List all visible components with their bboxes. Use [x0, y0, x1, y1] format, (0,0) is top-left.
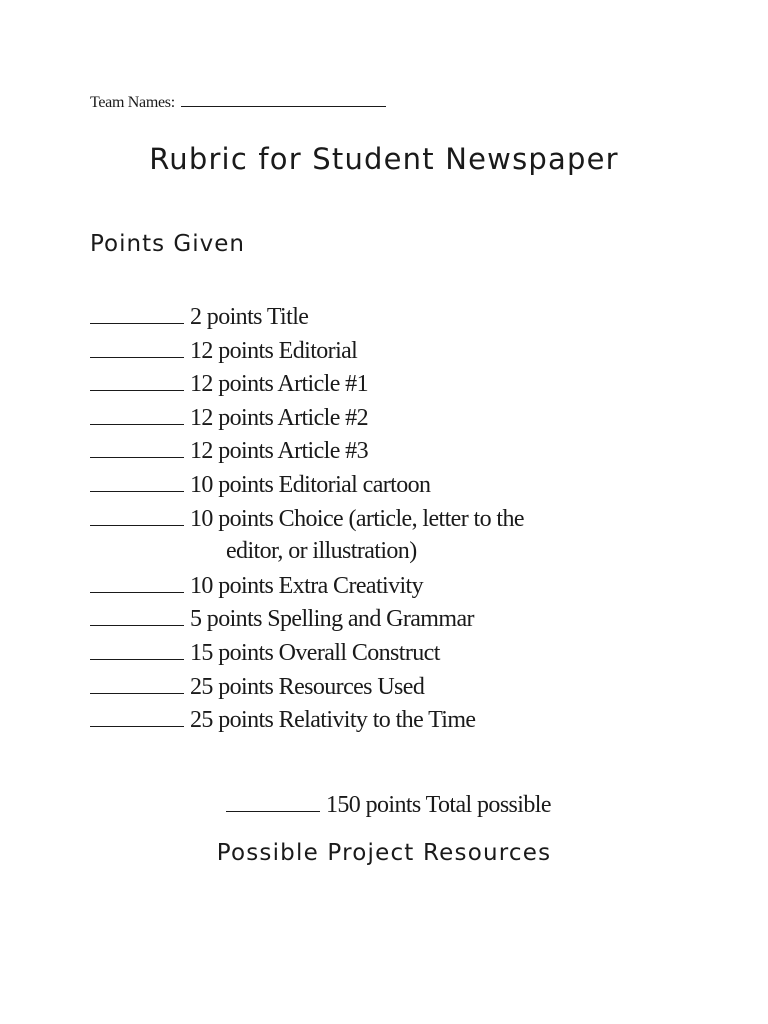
total-points [226, 788, 551, 819]
team-names-blank [181, 94, 386, 107]
rubric-item [90, 502, 730, 536]
rubric-item-text: 25 points Relativity to the Time [190, 707, 476, 734]
score-blank [90, 636, 184, 660]
rubric-item-text: 12 points Article #2 [190, 404, 368, 431]
rubric-item [90, 401, 730, 435]
team-names-field [90, 94, 386, 112]
project-resources-heading: Possible Project Resources [216, 840, 552, 866]
rubric-item-text: 12 points Article #1 [190, 371, 368, 398]
rubric-item-text: 5 points Spelling and Grammar [190, 606, 474, 633]
rubric-items [90, 300, 730, 737]
rubric-item [90, 636, 730, 670]
rubric-item-text: 12 points Editorial [190, 337, 358, 364]
rubric-item [90, 468, 730, 502]
rubric-item-continuation: editor, or illustration) [226, 538, 417, 565]
score-blank [90, 502, 184, 526]
total-points-text: 150 points Total possible [326, 792, 551, 818]
rubric-item [90, 367, 730, 401]
score-blank [90, 703, 184, 727]
rubric-item [90, 334, 730, 368]
page-title: Rubric for Student Newspaper [149, 142, 619, 176]
score-blank [90, 468, 184, 492]
rubric-item-text: 10 points Editorial cartoon [190, 471, 431, 498]
score-blank [90, 434, 184, 458]
score-blank [90, 602, 184, 626]
score-blank [90, 367, 184, 391]
rubric-item [90, 703, 730, 737]
rubric-item-text: 10 points Choice (article, letter to the [190, 505, 524, 532]
rubric-item-text: 10 points Extra Creativity [190, 572, 424, 599]
rubric-item-text: 12 points Article #3 [190, 438, 368, 465]
rubric-item-text: 15 points Overall Construct [190, 639, 440, 666]
rubric-item [90, 434, 730, 468]
rubric-item-text: 2 points Title [190, 304, 309, 330]
team-names-label: Team Names: [90, 94, 175, 111]
total-score-blank [226, 788, 320, 812]
score-blank [90, 334, 184, 358]
rubric-item [90, 670, 730, 704]
score-blank [90, 569, 184, 593]
rubric-item [90, 602, 730, 636]
score-blank [90, 670, 184, 694]
rubric-item [90, 569, 730, 603]
rubric-item-text: 25 points Resources Used [190, 673, 425, 700]
score-blank [90, 401, 184, 425]
score-blank [90, 300, 184, 324]
rubric-item [90, 300, 730, 334]
points-given-heading: Points Given [90, 231, 245, 257]
